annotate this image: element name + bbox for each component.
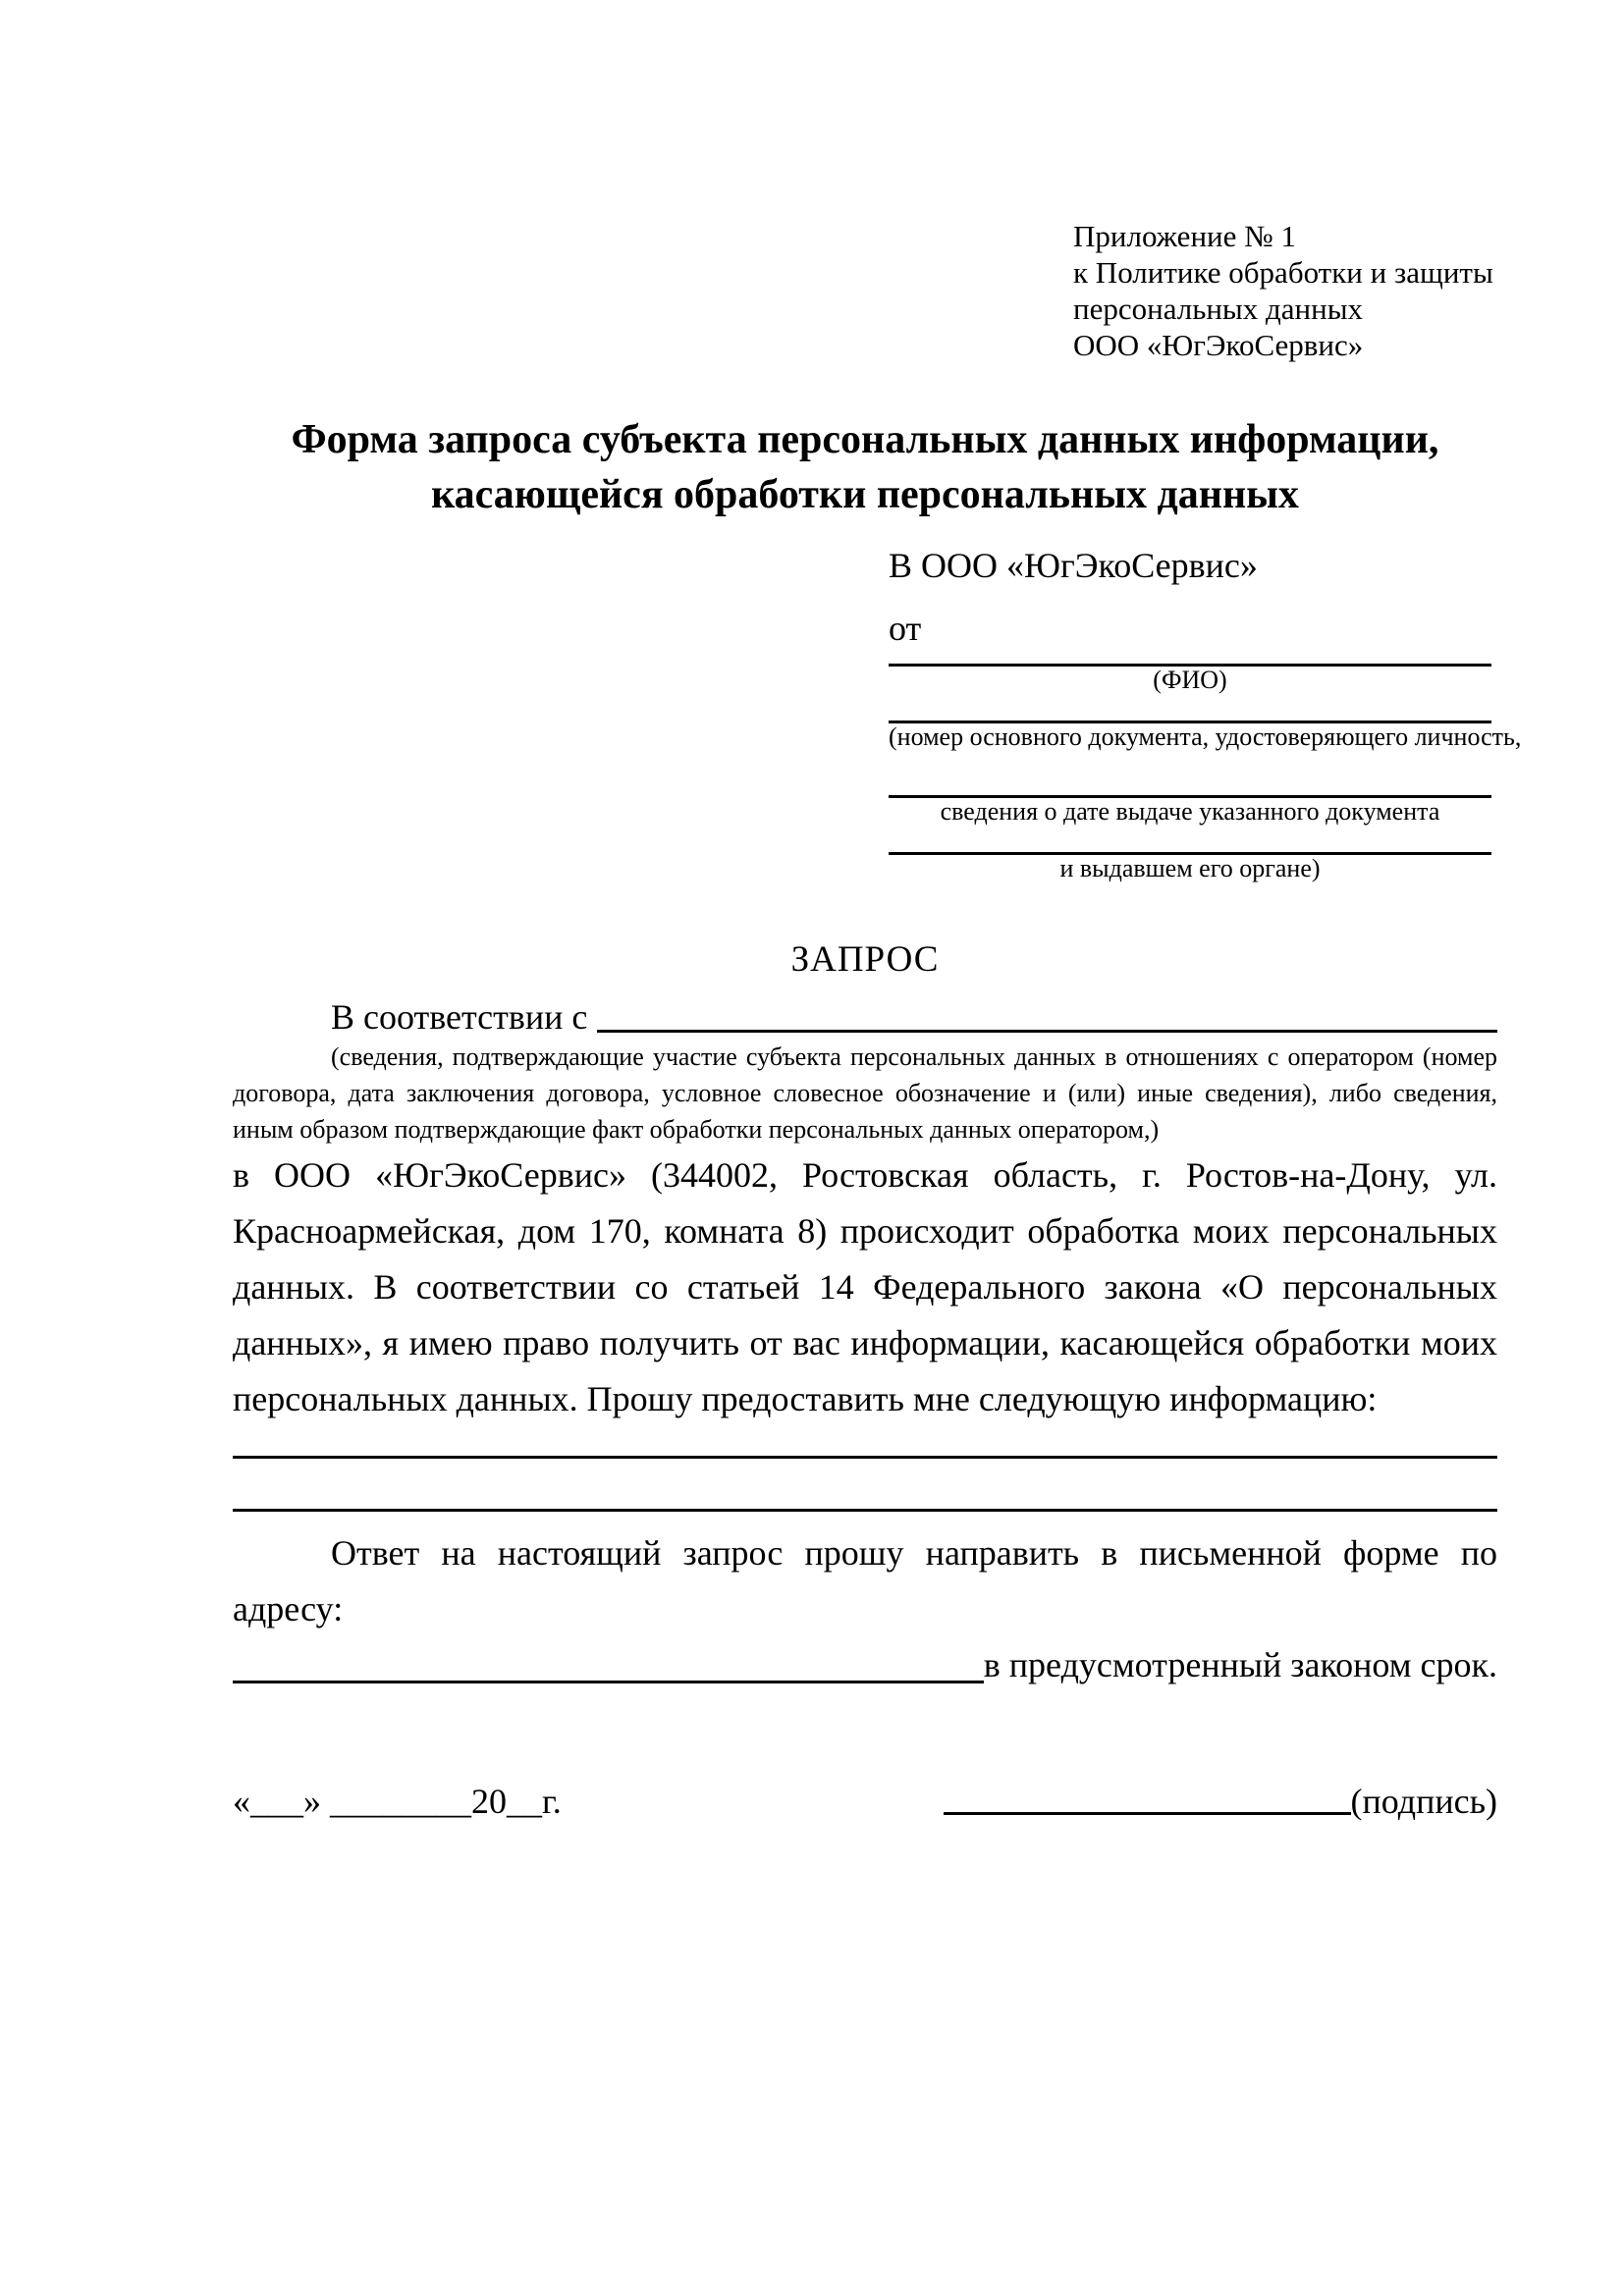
title-line-1: Форма запроса субъекта персональных данных информации,	[291, 417, 1439, 462]
issue-date-blank-line	[889, 751, 1491, 798]
issue-date-caption: сведения о дате выдаче указанного документа	[940, 797, 1440, 826]
appendix-line-1: Приложение № 1	[1073, 219, 1296, 253]
address-blank-line	[233, 1637, 984, 1683]
appendix-line-4: ООО «ЮгЭкоСервис»	[1073, 328, 1364, 362]
intro-row	[233, 995, 1497, 1039]
appendix-block	[1073, 218, 1497, 363]
fio-field-caption: (ФИО)	[1153, 666, 1227, 694]
appendix-line-2: к Политике обработки и защиты	[1073, 255, 1493, 290]
request-heading: ЗАПРОС	[790, 939, 940, 980]
reply-suffix: в предусмотренный законом срок.	[983, 1645, 1497, 1684]
signature-row	[233, 1780, 1497, 1823]
issue-date-field	[889, 751, 1491, 826]
document-title	[233, 412, 1497, 522]
request-body: в ООО «ЮгЭкоСервис» (344002, Ростовская область, г. Ростов-на-Дону, ул. Красноармейская, дом 170, комната 8) происходит обработка моих персональных данных. В соответствии со статьей 14 Федерального закона «О персональных данных», я имею право получить от вас информации, касающейся обработки моих персональных данных. Прошу предоставить мне следующую информацию:	[233, 1155, 1497, 1418]
recipient-from-label: от	[889, 609, 922, 648]
document-number-caption: (номер основного документа, удостоверяющего личность,	[889, 722, 1522, 751]
address-row	[233, 1637, 1497, 1693]
signature-caption: (подпись)	[1350, 1782, 1497, 1821]
info-blank-line-2	[233, 1459, 1497, 1512]
intro-prefix: В соответствии с	[331, 997, 588, 1037]
issuing-authority-caption: и выдавшем его органе)	[1059, 854, 1321, 882]
date-line: «___» ________20__г.	[233, 1782, 562, 1821]
issuing-authority-field	[889, 826, 1491, 882]
intro-note: (сведения, подтверждающие участие субъекта персональных данных в отношениях с оператором (номер договора, дата заключения договора, условное словесное обозначение и (или) иные сведения), либо сведения, иным образом подтверждающие факт обработки персональных данных оператором,)	[233, 1042, 1497, 1144]
recipient-to: В ООО «ЮгЭкоСервис»	[889, 546, 1258, 585]
recipient-block	[889, 544, 1522, 882]
reply-instruction: Ответ на настоящий запрос прошу направить в письменной форме по адресу:	[233, 1533, 1497, 1629]
appendix-line-3: персональных данных	[1073, 292, 1364, 326]
title-line-2: касающейся обработки персональных данных	[431, 472, 1299, 517]
fio-blank-line	[889, 650, 1491, 667]
fio-field	[889, 650, 1491, 694]
document-number-blank-line	[889, 694, 1491, 723]
issuing-authority-blank-line	[889, 826, 1491, 855]
document-number-field	[889, 694, 1522, 751]
signature-group	[944, 1780, 1497, 1823]
info-blank-line-1	[233, 1427, 1497, 1459]
intro-blank-line	[597, 995, 1497, 1033]
signature-blank-line	[944, 1812, 1351, 1815]
